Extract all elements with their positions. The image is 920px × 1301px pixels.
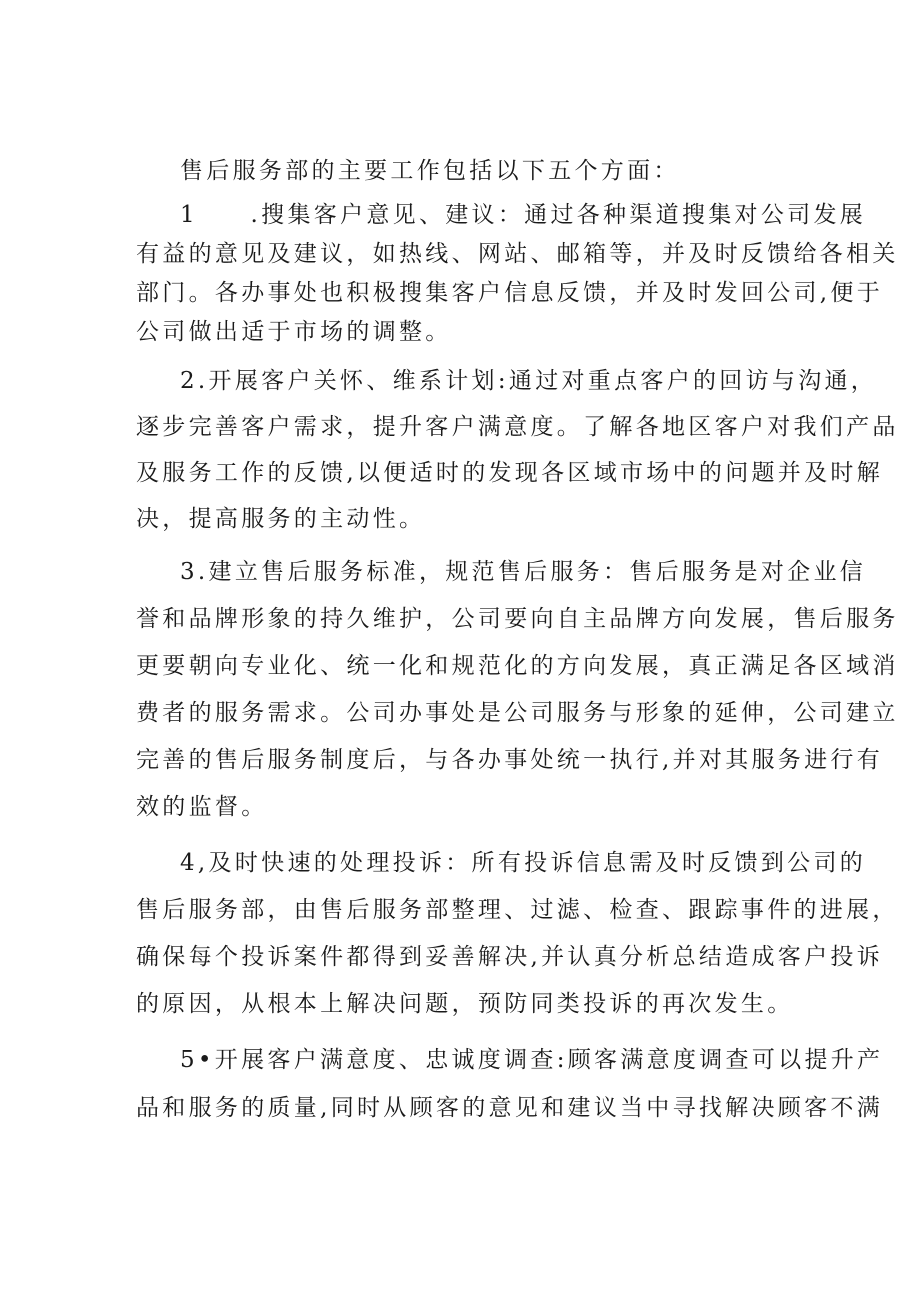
paragraph-line: 誉和品牌形象的持久维护，公司要向自主品牌方向发展，售后服务 xyxy=(136,606,899,632)
paragraph-line: 及服务工作的反馈,以便适时的发现各区域市场中的问题并及时解 xyxy=(136,460,884,486)
paragraph-line: 的原因，从根本上解决问题，预防同类投诉的再次发生。 xyxy=(136,991,794,1017)
paragraph-line: 4,及时快速的处理投诉：所有投诉信息需及时反馈到公司的 xyxy=(180,850,867,876)
paragraph-line: 品和服务的质量,同时从顾客的意见和建议当中寻找解决顾客不满 xyxy=(136,1095,884,1121)
paragraph-line: 决，提高服务的主动性。 xyxy=(136,506,426,532)
paragraph-line: 费者的服务需求。公司办事处是公司服务与形象的延伸，公司建立 xyxy=(136,700,899,726)
paragraph-line: 完善的售后服务制度后，与各办事处统一执行,并对其服务进行有 xyxy=(136,747,884,773)
paragraph-line: 1 .搜集客户意见、建议：通过各种渠道搜集对公司发展 xyxy=(180,202,867,228)
paragraph-line: 3.建立售后服务标准，规范售后服务：售后服务是对企业信 xyxy=(180,559,867,585)
paragraph-line: 更要朝向专业化、统一化和规范化的方向发展，真正满足各区域消 xyxy=(136,653,899,679)
paragraph-line: 公司做出适于市场的调整。 xyxy=(136,319,452,345)
paragraph-line: 确保每个投诉案件都得到妥善解决,并认真分析总结造成客户投诉 xyxy=(136,944,884,970)
paragraph-line: 逐步完善客户需求，提升客户满意度。了解各地区客户对我们产品 xyxy=(136,414,899,440)
document-body xyxy=(136,156,899,1123)
paragraph-line: 5•开展客户满意度、忠诚度调查:顾客满意度调查可以提升产 xyxy=(180,1047,884,1073)
intro-line: 售后服务部的主要工作包括以下五个方面： xyxy=(180,158,680,184)
paragraph-line: 有益的意见及建议，如热线、网站、邮箱等，并及时反馈给各相关 xyxy=(136,241,899,267)
paragraph-item-1 xyxy=(136,200,899,347)
paragraph-item-2 xyxy=(136,366,899,534)
paragraph-item-3 xyxy=(136,557,899,822)
paragraph-line: 2.开展客户关怀、维系计划:通过对重点客户的回访与沟通， xyxy=(180,368,878,394)
paragraph-item-4 xyxy=(136,848,899,1019)
paragraph-line: 售后服务部，由售后服务部整理、过滤、检查、跟踪事件的进展， xyxy=(136,897,899,923)
paragraph-item-5 xyxy=(136,1045,884,1123)
paragraph-line: 效的监督。 xyxy=(136,794,268,820)
paragraph-line: 部门。各办事处也积极搜集客户信息反馈，并及时发回公司,便于 xyxy=(136,280,884,306)
